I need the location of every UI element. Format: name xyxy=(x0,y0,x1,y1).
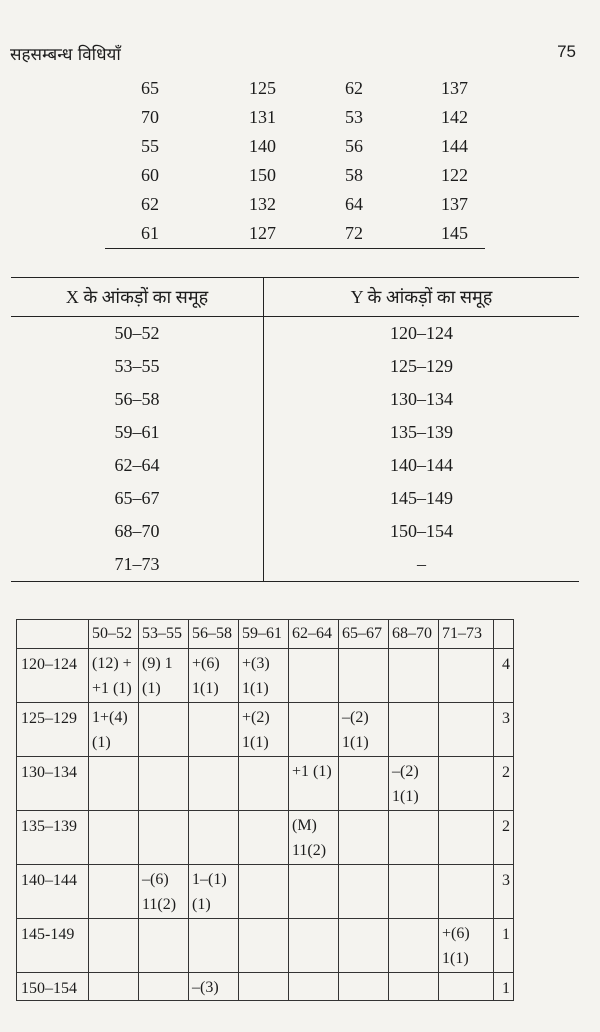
class-table-row xyxy=(11,449,579,482)
tally-cell xyxy=(339,919,389,973)
x-group-cell: 53–55 xyxy=(11,350,264,383)
tally-cell xyxy=(289,973,339,1001)
tally-cell xyxy=(239,811,289,865)
class-table-row xyxy=(11,383,579,416)
tally-cell xyxy=(89,757,139,811)
raw-data-cell: 61 xyxy=(105,219,249,249)
raw-data-cell: 125 xyxy=(249,78,276,98)
tally-cell xyxy=(139,703,189,757)
raw-data-cell: 55 xyxy=(141,136,159,156)
y-group-cell: 140–144 xyxy=(390,455,453,475)
tally-cell xyxy=(339,649,389,703)
raw-data-cell: 64 xyxy=(345,194,363,214)
tally-cell xyxy=(89,919,139,973)
tally-cell: –(2) 1(1) xyxy=(389,757,439,811)
raw-data-cell: 132 xyxy=(249,194,276,214)
x-interval-header: 59–61 xyxy=(239,620,289,649)
raw-data-row xyxy=(105,190,485,219)
tally-cell xyxy=(439,865,494,919)
raw-data-cell: 150 xyxy=(249,165,276,185)
raw-data-cell: 58 xyxy=(345,165,363,185)
correlation-row xyxy=(17,865,514,919)
correlation-row xyxy=(17,703,514,757)
row-frequency: 4 xyxy=(494,649,514,703)
y-interval-label: 140–144 xyxy=(17,865,89,919)
raw-data-cell: 56 xyxy=(345,136,363,156)
x-interval-header: 56–58 xyxy=(189,620,239,649)
class-table-row xyxy=(11,548,579,582)
y-group-cell: 130–134 xyxy=(390,389,453,409)
x-group-cell: 62–64 xyxy=(11,449,264,482)
y-interval-label: 135–139 xyxy=(17,811,89,865)
x-interval-header xyxy=(17,620,89,649)
tally-cell xyxy=(239,919,289,973)
raw-data-cell: 144 xyxy=(441,136,468,156)
raw-data-cell: 137 xyxy=(441,194,468,214)
row-frequency: 2 xyxy=(494,811,514,865)
tally-cell xyxy=(89,811,139,865)
x-group-cell: 68–70 xyxy=(11,515,264,548)
x-interval-header: 68–70 xyxy=(389,620,439,649)
tally-cell: –(6) 11(2) xyxy=(139,865,189,919)
tally-cell xyxy=(189,919,239,973)
x-groups-header: X के आंकड़ों का समूह xyxy=(11,278,264,317)
row-frequency: 1 xyxy=(494,919,514,973)
tally-cell: (9) 1 (1) xyxy=(139,649,189,703)
raw-data-cell: 127 xyxy=(249,219,345,249)
tally-cell xyxy=(389,865,439,919)
tally-cell xyxy=(389,703,439,757)
correlation-row xyxy=(17,919,514,973)
tally-cell: +(6) 1(1) xyxy=(439,919,494,973)
tally-cell: 1–(1) (1) xyxy=(189,865,239,919)
x-interval-header: 62–64 xyxy=(289,620,339,649)
class-interval-table xyxy=(11,277,579,582)
tally-cell xyxy=(389,811,439,865)
tally-cell xyxy=(389,973,439,1001)
tally-cell xyxy=(439,649,494,703)
x-group-cell: 65–67 xyxy=(11,482,264,515)
running-title: सहसम्बन्ध विधियाँ xyxy=(10,45,121,65)
raw-data-cell: 65 xyxy=(141,78,159,98)
x-interval-header xyxy=(494,620,514,649)
raw-data-cell: 62 xyxy=(141,194,159,214)
row-frequency: 2 xyxy=(494,757,514,811)
tally-cell: +(6) 1(1) xyxy=(189,649,239,703)
class-table-row xyxy=(11,482,579,515)
tally-cell xyxy=(389,649,439,703)
tally-cell xyxy=(439,757,494,811)
x-group-cell: 59–61 xyxy=(11,416,264,449)
tally-cell xyxy=(339,811,389,865)
tally-cell xyxy=(239,973,289,1001)
correlation-table xyxy=(16,619,514,1001)
tally-cell xyxy=(339,973,389,1001)
raw-data-cell: 131 xyxy=(249,107,276,127)
correlation-row xyxy=(17,649,514,703)
page-header xyxy=(10,42,576,66)
tally-cell xyxy=(189,757,239,811)
tally-cell: –(2) 1(1) xyxy=(339,703,389,757)
page-number: 75 xyxy=(557,42,576,61)
y-group-cell: – xyxy=(264,548,580,582)
x-group-cell: 50–52 xyxy=(11,317,264,351)
raw-data-cell: 137 xyxy=(441,78,468,98)
correlation-row xyxy=(17,757,514,811)
x-interval-header: 65–67 xyxy=(339,620,389,649)
y-groups-header: Y के आंकड़ों का समूह xyxy=(264,278,580,317)
correlation-header-row xyxy=(17,620,514,649)
y-group-cell: 145–149 xyxy=(390,488,453,508)
tally-cell: +1 (1) xyxy=(289,757,339,811)
tally-cell xyxy=(289,649,339,703)
row-frequency: 3 xyxy=(494,703,514,757)
x-interval-header: 50–52 xyxy=(89,620,139,649)
y-interval-label: 120–124 xyxy=(17,649,89,703)
y-interval-label: 150–154 xyxy=(17,973,89,1001)
raw-data-cell: 70 xyxy=(141,107,159,127)
tally-cell xyxy=(89,865,139,919)
tally-cell xyxy=(89,973,139,1001)
tally-cell xyxy=(189,703,239,757)
tally-cell: +(3) 1(1) xyxy=(239,649,289,703)
tally-cell xyxy=(439,973,494,1001)
x-group-cell: 56–58 xyxy=(11,383,264,416)
x-group-cell: 71–73 xyxy=(11,548,264,582)
correlation-row xyxy=(17,811,514,865)
y-group-cell: 125–129 xyxy=(390,356,453,376)
tally-cell xyxy=(339,757,389,811)
y-group-cell: 135–139 xyxy=(390,422,453,442)
raw-data-cell: 62 xyxy=(345,78,363,98)
tally-cell: +(2) 1(1) xyxy=(239,703,289,757)
raw-data-cell: 53 xyxy=(345,107,363,127)
raw-data-row xyxy=(105,161,485,190)
y-group-cell: 150–154 xyxy=(390,521,453,541)
tally-cell xyxy=(239,865,289,919)
tally-cell: (12) + +1 (1) xyxy=(89,649,139,703)
tally-cell xyxy=(139,919,189,973)
raw-data-table xyxy=(105,74,485,249)
tally-cell: –(3) xyxy=(189,973,239,1001)
tally-cell xyxy=(139,973,189,1001)
y-interval-label: 145-149 xyxy=(17,919,89,973)
row-frequency: 3 xyxy=(494,865,514,919)
correlation-row xyxy=(17,973,514,1001)
tally-cell xyxy=(439,811,494,865)
row-frequency: 1 xyxy=(494,973,514,1001)
raw-data-cell: 72 xyxy=(345,219,441,249)
tally-cell: (M) 11(2) xyxy=(289,811,339,865)
tally-cell xyxy=(339,865,389,919)
tally-cell xyxy=(439,703,494,757)
raw-data-row xyxy=(105,74,485,103)
tally-cell xyxy=(239,757,289,811)
raw-data-row xyxy=(105,219,485,249)
x-interval-header: 71–73 xyxy=(439,620,494,649)
tally-cell xyxy=(139,757,189,811)
class-table-row xyxy=(11,515,579,548)
tally-cell xyxy=(189,811,239,865)
raw-data-row xyxy=(105,103,485,132)
raw-data-cell: 140 xyxy=(249,136,276,156)
tally-cell xyxy=(289,703,339,757)
raw-data-cell: 60 xyxy=(141,165,159,185)
y-interval-label: 125–129 xyxy=(17,703,89,757)
class-table-row xyxy=(11,350,579,383)
tally-cell: 1+(4) (1) xyxy=(89,703,139,757)
tally-cell xyxy=(389,919,439,973)
class-table-row xyxy=(11,317,579,351)
y-group-cell: 120–124 xyxy=(390,323,453,343)
x-interval-header: 53–55 xyxy=(139,620,189,649)
raw-data-cell: 122 xyxy=(441,165,468,185)
raw-data-cell: 142 xyxy=(441,107,468,127)
raw-data-cell: 145 xyxy=(441,219,485,249)
tally-cell xyxy=(139,811,189,865)
y-interval-label: 130–134 xyxy=(17,757,89,811)
class-table-row xyxy=(11,416,579,449)
class-table-header-row xyxy=(11,278,579,317)
tally-cell xyxy=(289,919,339,973)
tally-cell xyxy=(289,865,339,919)
raw-data-row xyxy=(105,132,485,161)
